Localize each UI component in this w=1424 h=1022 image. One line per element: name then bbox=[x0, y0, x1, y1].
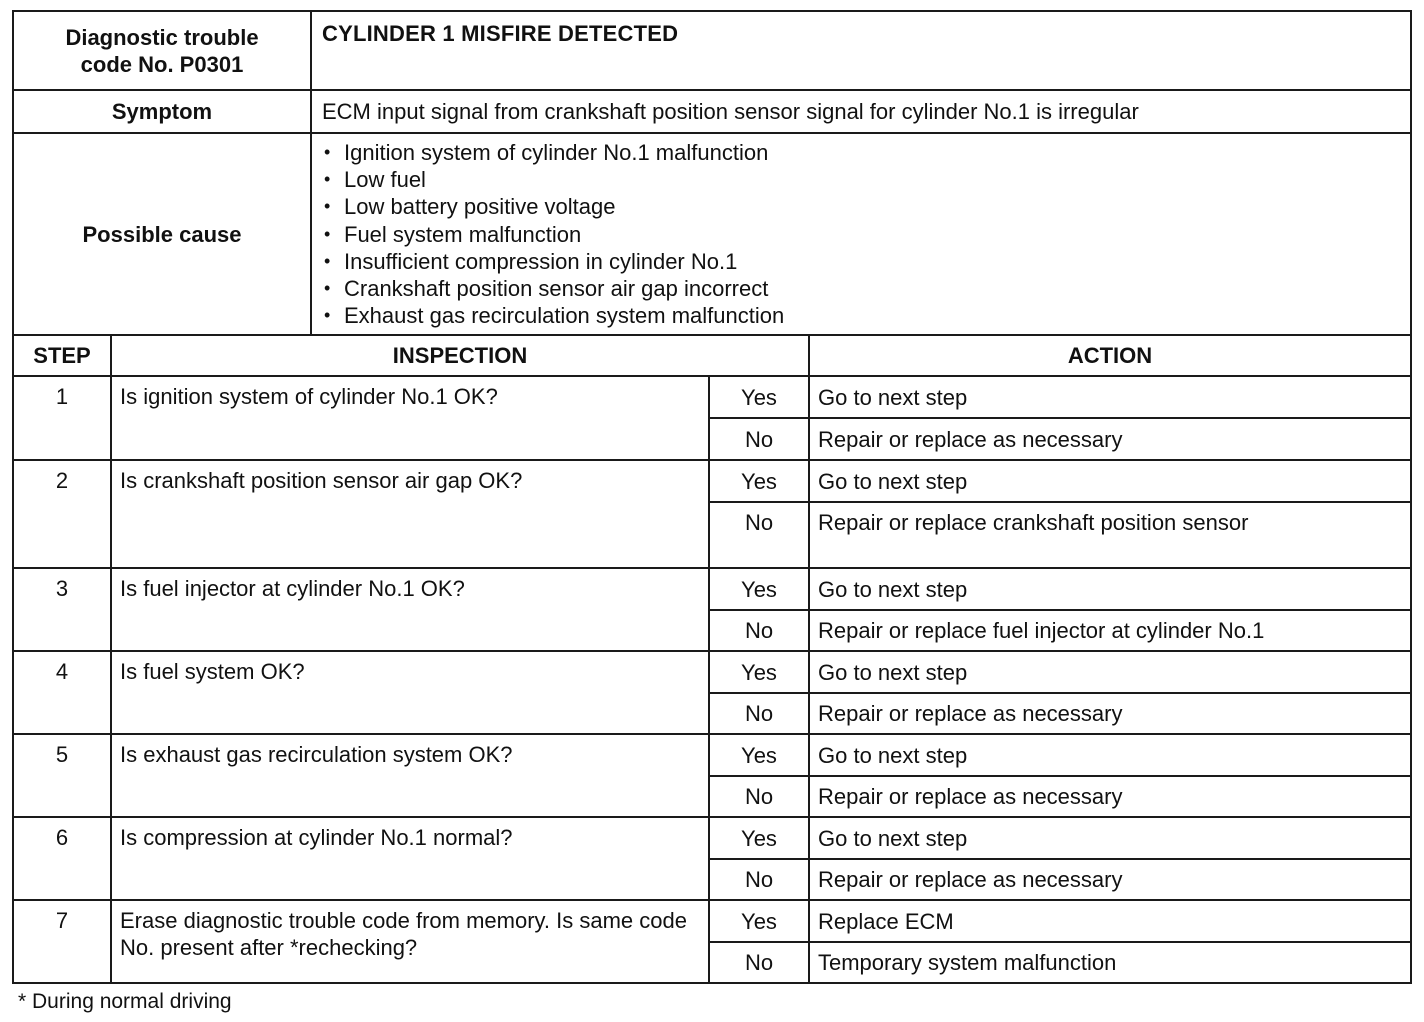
dtc-label: Diagnostic trouble code No. P0301 bbox=[13, 11, 311, 90]
yes-label: Yes bbox=[709, 568, 809, 610]
steps-header-row bbox=[13, 335, 1411, 376]
no-label: No bbox=[709, 776, 809, 817]
step-number: 3 bbox=[13, 568, 111, 651]
dtc-row bbox=[13, 11, 1411, 90]
possible-cause-list bbox=[312, 134, 1410, 333]
cause-item: • Exhaust gas recirculation system malfunction bbox=[322, 302, 1400, 329]
cause-item: • Insufficient compression in cylinder No.1 bbox=[322, 248, 1400, 275]
footnote: * During normal driving bbox=[18, 990, 232, 1013]
inspection-text: Is fuel injector at cylinder No.1 OK? bbox=[111, 568, 709, 651]
col-header-action: ACTION bbox=[809, 335, 1411, 376]
cause-item: • Fuel system malfunction bbox=[322, 221, 1400, 248]
yes-action: Go to next step bbox=[809, 568, 1411, 610]
yes-label: Yes bbox=[709, 460, 809, 502]
col-header-inspection: INSPECTION bbox=[111, 335, 809, 376]
step-number: 7 bbox=[13, 900, 111, 983]
no-action: Temporary system malfunction bbox=[809, 942, 1411, 983]
yes-label: Yes bbox=[709, 651, 809, 693]
yes-label: Yes bbox=[709, 376, 809, 418]
inspection-text: Is crankshaft position sensor air gap OK? bbox=[111, 460, 709, 568]
inspection-steps-table bbox=[12, 334, 1412, 984]
yes-action: Replace ECM bbox=[809, 900, 1411, 942]
no-label: No bbox=[709, 859, 809, 900]
no-label: No bbox=[709, 502, 809, 568]
yes-action: Go to next step bbox=[809, 734, 1411, 776]
cause-item: • Ignition system of cylinder No.1 malfunction bbox=[322, 139, 1400, 166]
inspection-text: Is fuel system OK? bbox=[111, 651, 709, 734]
table-row bbox=[13, 651, 1411, 693]
dtc-title: CYLINDER 1 MISFIRE DETECTED bbox=[322, 21, 679, 46]
cause-item: • Low battery positive voltage bbox=[322, 193, 1400, 220]
table-row bbox=[13, 376, 1411, 418]
col-header-step: STEP bbox=[13, 335, 111, 376]
no-label: No bbox=[709, 693, 809, 734]
inspection-text: Is ignition system of cylinder No.1 OK? bbox=[111, 376, 709, 460]
possible-cause-row bbox=[13, 133, 1411, 335]
no-action: Repair or replace as necessary bbox=[809, 859, 1411, 900]
step-number: 1 bbox=[13, 376, 111, 460]
yes-label: Yes bbox=[709, 900, 809, 942]
dtc-title-cell bbox=[311, 11, 1411, 90]
cause-item: • Low fuel bbox=[322, 166, 1400, 193]
table-row bbox=[13, 460, 1411, 502]
step-number: 2 bbox=[13, 460, 111, 568]
inspection-text: Erase diagnostic trouble code from memory. Is same code No. present after *rechecking? bbox=[111, 900, 709, 983]
yes-action: Go to next step bbox=[809, 376, 1411, 418]
no-label: No bbox=[709, 418, 809, 460]
symptom-row bbox=[13, 90, 1411, 133]
cause-item: • Crankshaft position sensor air gap incorrect bbox=[322, 275, 1400, 302]
no-action: Repair or replace as necessary bbox=[809, 418, 1411, 460]
no-action: Repair or replace as necessary bbox=[809, 693, 1411, 734]
step-number: 6 bbox=[13, 817, 111, 900]
possible-cause-label: Possible cause bbox=[13, 133, 311, 335]
no-action: Repair or replace crankshaft position sensor bbox=[809, 502, 1411, 568]
table-row bbox=[13, 568, 1411, 610]
inspection-text: Is compression at cylinder No.1 normal? bbox=[111, 817, 709, 900]
no-label: No bbox=[709, 942, 809, 983]
table-row bbox=[13, 817, 1411, 859]
symptom-text: ECM input signal from crankshaft position sensor signal for cylinder No.1 is irregular bbox=[311, 90, 1411, 133]
dtc-header-table bbox=[12, 10, 1412, 336]
table-row bbox=[13, 900, 1411, 942]
yes-label: Yes bbox=[709, 734, 809, 776]
diagnostic-document bbox=[12, 10, 1410, 984]
yes-action: Go to next step bbox=[809, 460, 1411, 502]
no-action: Repair or replace fuel injector at cylinder No.1 bbox=[809, 610, 1411, 651]
no-action: Repair or replace as necessary bbox=[809, 776, 1411, 817]
table-row bbox=[13, 734, 1411, 776]
yes-action: Go to next step bbox=[809, 817, 1411, 859]
possible-cause-cell bbox=[311, 133, 1411, 335]
inspection-text: Is exhaust gas recirculation system OK? bbox=[111, 734, 709, 817]
step-number: 4 bbox=[13, 651, 111, 734]
step-number: 5 bbox=[13, 734, 111, 817]
no-label: No bbox=[709, 610, 809, 651]
yes-label: Yes bbox=[709, 817, 809, 859]
symptom-label: Symptom bbox=[13, 90, 311, 133]
yes-action: Go to next step bbox=[809, 651, 1411, 693]
